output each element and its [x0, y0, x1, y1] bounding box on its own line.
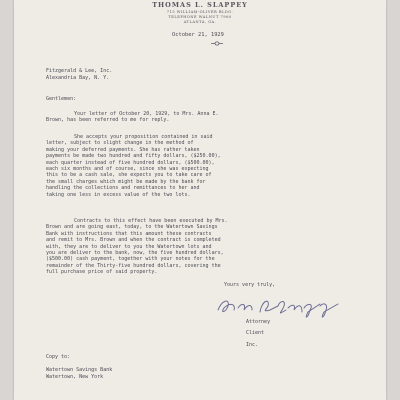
copy-to-address [46, 367, 112, 380]
paragraph-line: making your deferred payments. She has rather taken [46, 146, 200, 153]
letterhead-city: ATLANTA, GA. [183, 20, 217, 24]
closing: Yours very truly, [224, 282, 276, 288]
paragraph-line: full purchase price of said property. [46, 269, 158, 276]
paragraph-line: Bank with instructions that this amount these contracts [46, 230, 212, 237]
salutation: Gentlemen: [46, 96, 77, 102]
paragraph-line: remainder of the Thirty-five hundred dollars, covering the [46, 262, 221, 269]
paragraph-line: Brown and are going east, today, to the Watertown Savings [46, 224, 218, 231]
paragraph-line: She accepts your proposition contained in said [74, 134, 213, 140]
paragraph-line: letter, subject to slight change in the method of [46, 140, 194, 147]
signature-line-client: Client [246, 330, 265, 336]
paragraph-line: you are deliver to the bank, now, the five hundred dollars, [46, 249, 224, 256]
signature-line-attorney: Attorney [246, 319, 271, 325]
paragraph-1 [46, 111, 346, 124]
paragraph-line: each quarter instead of five hundred dollars, ($500.00), [46, 159, 215, 166]
recipient-address [46, 68, 112, 81]
paragraph-line: Brown, has been referred to me for reply. [46, 117, 170, 124]
handwritten-signature [212, 292, 362, 320]
letter-page [14, 0, 386, 400]
recipient-line: Alexandria Bay, N. Y. [46, 74, 110, 81]
paragraph-line: with, they are to deliver to you the Watertown lots and [46, 243, 212, 250]
copy-to-line: Watertown Savings Bank [46, 367, 113, 373]
paragraph-line: the small charges which might be made by the bank for [46, 178, 206, 185]
paragraph-2 [46, 134, 346, 198]
paragraph-line: taking one less in excess value of the two lots. [46, 191, 191, 198]
paragraph-line: Your letter of October 20, 1929, to Mrs. Anna E. [74, 111, 219, 117]
letterhead-name: THOMAS L. SLAPPEY [152, 1, 248, 9]
paragraph-line: each six months and of course, since she was expecting [46, 165, 209, 172]
paragraph-line: handling the collections and remittances to her and [46, 185, 200, 192]
recipient-line: Fitzgerald & Lee, Inc. [46, 68, 113, 74]
letterhead-phone: TELEPHONE WALNUT 7960 [168, 15, 232, 19]
paragraph-line: Contracts to this effect have been executed by Mrs. [74, 218, 228, 224]
paragraph-line: payments be made two hundred and fifty dollars, ($250.00), [46, 153, 221, 160]
copy-to-line: Watertown, New York [46, 373, 104, 380]
paragraph-line: and remit to Mrs. Brown and when the contract is completed [46, 237, 221, 244]
paragraph-3 [46, 218, 346, 276]
signature-line-inc: Inc. [246, 342, 259, 348]
paragraph-line: ($500.00) cash payment, together with your notes for the [46, 256, 215, 263]
paragraph-line: this to be a cash sale, she expects you to take care of [46, 172, 212, 179]
copy-to-label: Copy to: [46, 354, 71, 360]
letterhead-address: 715 WILLIAM-OLIVER BLDG. [166, 10, 234, 14]
ornament-icon [210, 41, 224, 46]
letter-date: October 21, 1929 [172, 32, 224, 38]
